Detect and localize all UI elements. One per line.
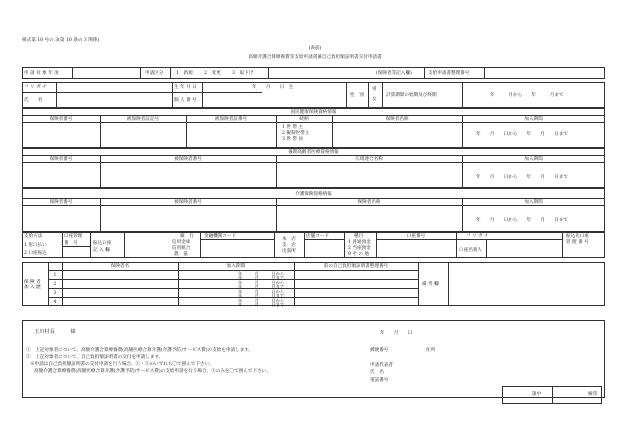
ref-no-label: 支給申請書整理番号: [428, 71, 470, 76]
kokuho-period: 加入期間: [524, 117, 543, 122]
kokuho-relation: 続柄: [299, 117, 309, 122]
history-to-1: 年 月 日まで: [238, 275, 285, 280]
individual-no-label: 個 人 番 号: [174, 98, 197, 103]
form-side: (表面): [308, 46, 322, 51]
transfer-mgmt-label: 振込先口座: [566, 234, 589, 239]
fin-code-label: 金融機関コード: [204, 234, 237, 239]
sex-male[interactable]: 男: [372, 87, 377, 92]
branch-code-label: 店舗コード: [306, 234, 329, 239]
koki-ins-no: 被保険者番号: [174, 157, 202, 162]
category-change[interactable]: 2 変更: [204, 71, 221, 76]
branch-sub[interactable]: 支 店: [282, 243, 296, 248]
bank-type-bank[interactable]: 銀 行: [180, 234, 194, 239]
history-from-2: 年 月 日から: [238, 280, 285, 285]
koki-period-value: 年 月 日から 年 月 日まで: [476, 175, 568, 180]
kokuho-period-value: 年 月 日から 年 月 日まで: [476, 132, 568, 137]
relation-quasi-head[interactable]: 2 擬制世帯主: [282, 131, 310, 136]
koki-title: 後期高齢者医療資格情報: [288, 150, 339, 155]
sex-label: 性 別: [350, 93, 364, 98]
applicant-name-label: 氏 名: [370, 370, 384, 375]
history-from-3: 年 月 日から: [238, 289, 285, 294]
form-number: 様式第 10 号の 3(第 10 条の 3 関係): [22, 38, 100, 43]
kaigo-period: 加入期間: [524, 200, 543, 205]
period-label: 計算期間の始期及び終期: [386, 93, 437, 98]
bank-entry-label: 振込口座: [93, 241, 112, 246]
form-title: 高額介護合算療養費等支給申請書兼自己負担額証明書交付申請書: [248, 55, 382, 60]
target-year-label: 申 請 対 象 年 度: [24, 71, 59, 76]
kokuho-title: 国民健康保険資格情報: [290, 110, 337, 115]
koki-period: 加入期間: [524, 157, 543, 162]
account-no-header: 口座番号: [406, 234, 426, 239]
account-type-label: 種目: [354, 234, 364, 239]
applicant-label: 申請代表者: [370, 363, 393, 368]
kokuho-cert-symbol: 被保険者証記号: [126, 117, 160, 122]
relation-head[interactable]: 1 世 帯 主: [282, 125, 304, 130]
sex-female[interactable]: 女: [372, 97, 377, 102]
branch-main[interactable]: 本 店: [282, 237, 296, 242]
declaration-note-1: ※申請は自己負担額証明書の交付申請を行う場合、①・②のいずれも〇で囲んで下さい。: [30, 362, 214, 367]
account-type-current[interactable]: 2 当座預金: [348, 246, 371, 251]
history-period: 加入期間: [226, 264, 246, 269]
category-withdraw[interactable]: 3 取下げ: [232, 71, 254, 76]
history-row-1: 1: [53, 273, 57, 278]
bank-type-credit-bank[interactable]: 信用金庫: [172, 240, 191, 245]
holder-label: 口座名義人: [459, 248, 482, 253]
insurer-use-label: (保険者等記入欄): [376, 71, 412, 76]
category-label: 申請区分: [145, 71, 164, 76]
category-new[interactable]: 1 新規: [176, 71, 193, 76]
account-no-label: 番 号: [64, 241, 78, 246]
kokuho-insurer-name: 保険者名称: [385, 117, 409, 122]
history-to-2: 年 月 日まで: [238, 284, 285, 289]
history-row-3: 3: [53, 291, 57, 296]
kaigo-period-value: 年 月 日から 年 月 日まで: [476, 218, 568, 223]
birth-value: 年 月 日 生: [252, 85, 294, 90]
row-target-year: [22, 67, 605, 79]
history-to-3: 年 月 日まで: [238, 293, 285, 298]
koki-union-name: 広域連合名称: [355, 157, 383, 162]
name-label: 氏 名: [24, 98, 43, 103]
declaration-note-2: 高額介護合算療養費(高額医療合算介護(介護予防)サービス費)の支給申請を行う場合、①のみを〇で囲んで下さい。: [34, 369, 271, 374]
payment-transfer[interactable]: 2 口座振込: [24, 251, 47, 256]
account-type-ordinary[interactable]: 1 普通預金: [348, 240, 371, 245]
history-row-2: 2: [53, 282, 57, 287]
history-from-4: 年 月 日から: [238, 298, 285, 303]
history-cert-no: 前の自己負担額証明書整理番号: [323, 264, 389, 269]
entry-label: 記 入 欄: [93, 248, 110, 253]
account-type-other[interactable]: 9 そ の 他: [348, 252, 370, 257]
kaigo-insurer-name: 保険者名称: [357, 200, 381, 205]
history-label: 保 険 者 加 入 歴: [24, 280, 41, 290]
furigana-label: フ リ ガ ナ: [24, 85, 47, 90]
declaration-item-2[interactable]: ② 上記対象者について、自己負担額証明書の交付を申請します。: [26, 355, 164, 360]
history-to-4: 年 月 日まで: [238, 302, 285, 307]
postal-label: 郵便番号: [370, 348, 389, 353]
phone-label: 電話番号: [370, 378, 389, 383]
account-mgmt-label: 口座管理: [64, 234, 83, 239]
kaigo-ins-no: 被保険者番号: [174, 200, 202, 205]
kaigo-insurer-no: 保険者番号: [49, 200, 73, 205]
payment-method: 支給方法: [24, 234, 43, 239]
mayor-address: 玉川村長 様: [34, 329, 76, 335]
receipt-label: 扱中: [532, 392, 542, 397]
kaigo-title: 介護保険資格情報: [295, 192, 332, 197]
koki-insurer-no: 保険者番号: [49, 157, 73, 162]
branch-office[interactable]: 出張所: [282, 249, 296, 254]
holder-furigana: フ リ ガ ナ: [466, 234, 489, 239]
birth-label: 生 年 月 日: [174, 85, 197, 90]
period-value: 年 月から 年 月まで: [490, 93, 564, 98]
address-label: 住所: [426, 348, 436, 353]
kokuho-cert-number: 被保険者証番号: [214, 117, 248, 122]
bank-type-agri[interactable]: 農 協: [174, 252, 188, 257]
declaration-date: 年 月 日: [380, 331, 413, 336]
checked-label: 検印: [588, 392, 598, 397]
payment-window[interactable]: 1 窓口払い: [24, 243, 47, 248]
relation-member[interactable]: 3 世 帯 員: [282, 137, 304, 142]
bank-type-credit-union[interactable]: 信用組合: [172, 246, 191, 251]
history-insurer-name: 保険者名: [110, 264, 130, 269]
mgmt-no-label: 管 理 番 号: [566, 240, 589, 245]
history-row-4: 4: [53, 300, 57, 305]
history-from-1: 年 月 日から: [238, 271, 285, 276]
kokuho-insurer-no: 保険者番号: [49, 117, 73, 122]
remarks-label: 備 考 欄: [422, 282, 439, 287]
declaration-item-1[interactable]: ① 上記対象者について、高額介護合算療養費(高額医療合算介護(介護予防)サービス費)の支給を申請します。: [26, 348, 254, 353]
